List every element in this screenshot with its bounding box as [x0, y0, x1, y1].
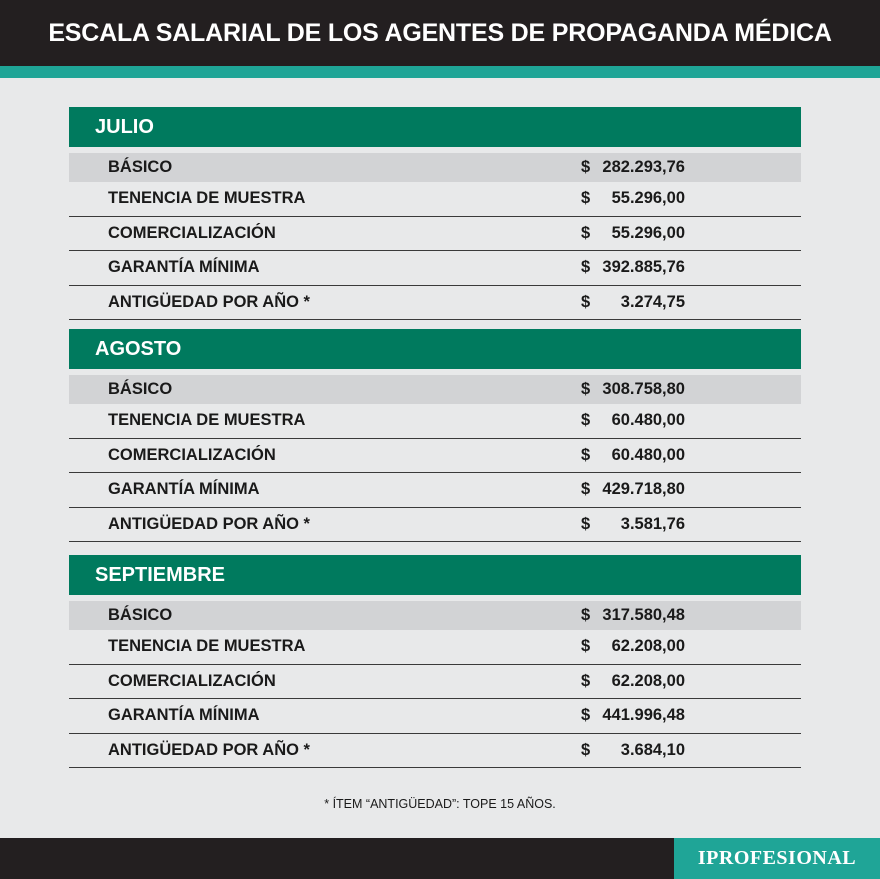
row-currency: $: [581, 258, 591, 277]
table-row: [69, 217, 801, 252]
table-row: [69, 153, 801, 182]
row-label: ANTIGÜEDAD POR AÑO *: [108, 292, 310, 311]
table-row: [69, 439, 801, 474]
row-currency: $: [581, 514, 591, 533]
table-row: [69, 699, 801, 734]
salary-section-agosto: [69, 329, 801, 542]
table-row: [69, 286, 801, 321]
row-amount: 62.208,00: [611, 637, 685, 656]
row-label: BÁSICO: [108, 158, 173, 176]
table-row: [69, 404, 801, 439]
row-label: COMERCIALIZACIÓN: [108, 445, 276, 464]
row-label: BÁSICO: [108, 380, 173, 398]
brand-logo: IPROFESIONAL: [674, 838, 880, 879]
row-amount: 60.480,00: [611, 445, 685, 464]
row-currency: $: [581, 411, 591, 430]
row-currency: $: [581, 445, 591, 464]
row-currency: $: [581, 606, 591, 624]
row-amount: 55.296,00: [611, 223, 685, 242]
table-row: [69, 375, 801, 404]
row-label: GARANTÍA MÍNIMA: [108, 480, 260, 499]
row-currency: $: [581, 380, 591, 398]
section-title: AGOSTO: [69, 329, 801, 369]
row-currency: $: [581, 706, 591, 725]
page-title: ESCALA SALARIAL DE LOS AGENTES DE PROPAGANDA MÉDICA: [48, 18, 832, 47]
row-amount: 308.758,80: [602, 380, 685, 398]
row-label: TENENCIA DE MUESTRA: [108, 189, 306, 208]
table-row: [69, 601, 801, 630]
row-amount: 441.996,48: [602, 706, 685, 725]
row-amount: 55.296,00: [611, 189, 685, 208]
row-currency: $: [581, 637, 591, 656]
row-amount: 60.480,00: [611, 411, 685, 430]
row-currency: $: [581, 189, 591, 208]
table-row: [69, 734, 801, 769]
salary-section-septiembre: [69, 555, 801, 768]
row-amount: 3.581,76: [620, 514, 685, 533]
table-row: [69, 665, 801, 700]
row-currency: $: [581, 671, 591, 690]
section-title: SEPTIEMBRE: [69, 555, 801, 595]
page-footer: [0, 838, 880, 879]
row-amount: 3.274,75: [620, 292, 685, 311]
row-currency: $: [581, 158, 591, 176]
table-row: [69, 251, 801, 286]
row-currency: $: [581, 740, 591, 759]
accent-bar: [0, 66, 880, 78]
row-amount: 392.885,76: [602, 258, 685, 277]
row-label: TENENCIA DE MUESTRA: [108, 411, 306, 430]
page-header: [0, 0, 880, 66]
row-label: COMERCIALIZACIÓN: [108, 671, 276, 690]
row-amount: 62.208,00: [611, 671, 685, 690]
table-row: [69, 630, 801, 665]
row-amount: 317.580,48: [602, 606, 685, 624]
table-row: [69, 182, 801, 217]
salary-section-julio: [69, 107, 801, 320]
row-amount: 429.718,80: [602, 480, 685, 499]
row-amount: 282.293,76: [602, 158, 685, 176]
section-title: JULIO: [69, 107, 801, 147]
row-label: COMERCIALIZACIÓN: [108, 223, 276, 242]
row-amount: 3.684,10: [620, 740, 685, 759]
row-label: BÁSICO: [108, 606, 173, 624]
row-currency: $: [581, 480, 591, 499]
footnote: * ÍTEM “ANTIGÜEDAD”: TOPE 15 AÑOS.: [324, 797, 556, 811]
row-label: GARANTÍA MÍNIMA: [108, 706, 260, 725]
row-currency: $: [581, 292, 591, 311]
table-row: [69, 473, 801, 508]
row-currency: $: [581, 223, 591, 242]
row-label: ANTIGÜEDAD POR AÑO *: [108, 514, 310, 533]
row-label: ANTIGÜEDAD POR AÑO *: [108, 740, 310, 759]
row-label: TENENCIA DE MUESTRA: [108, 637, 306, 656]
row-label: GARANTÍA MÍNIMA: [108, 258, 260, 277]
table-row: [69, 508, 801, 543]
